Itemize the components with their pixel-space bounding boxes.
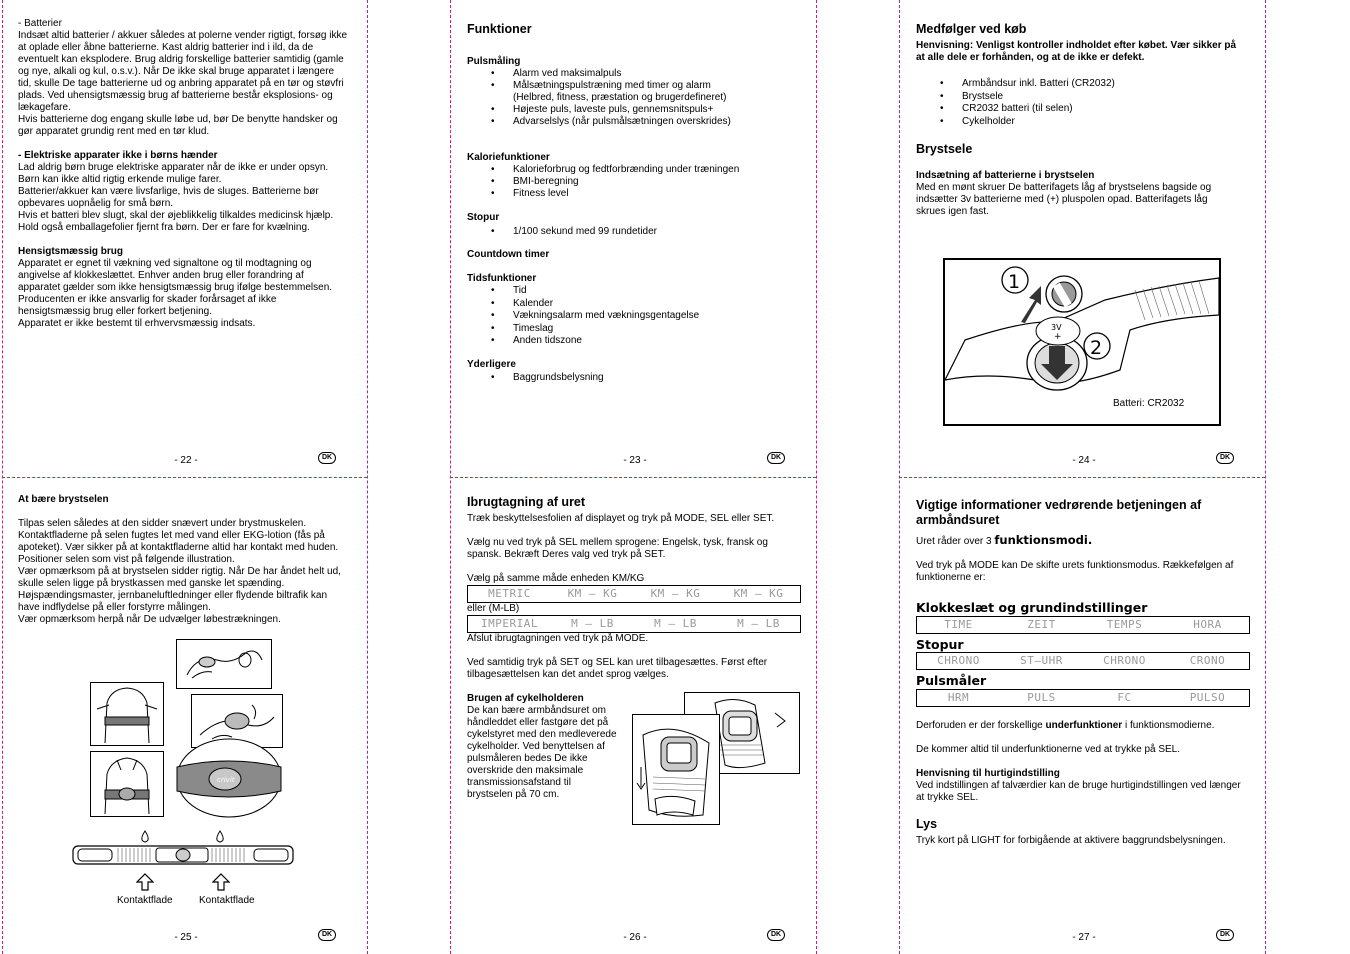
lcd-cell: PULSO (1189, 691, 1226, 704)
wear-text-4: Vær opmærksom herpå når De udvælger løbestrækningen. (18, 614, 281, 625)
bike-text: De kan bære armbåndsuret om håndleddet eller fastgøre det på cykelstyret med den medleverede cykelholder. Ved benyttelsen af pulsmåleren bedes De ikke overskride den maksimale transmissionsafstand til brystselen på 70 cm. (467, 705, 617, 800)
children-title: - Elektriske apparater ikke i børns hænder (18, 150, 218, 161)
intended-use-text: Apparatet er egnet til vækning ved signaltone og til modtagning og angivelse af klokkeslættet. Enhver anden brug eller forandring af apparatet gælder som ikke hensigtsmæssig brug ifølge bestemmelsen. (18, 258, 333, 293)
page-25 (18, 477, 354, 952)
lcd-cell: CRONO (1189, 654, 1226, 667)
lcd-cell: HRM (947, 691, 970, 704)
children-text-2: Batterier/akkuer kan være livsfarlige, hvis de sluges. Batterierne bør opbevares uopnåelig for små børn. (18, 186, 319, 209)
calorie-title: Kaloriefunktioner (467, 152, 550, 163)
list-item: • Armbåndsur inkl. Batteri (CR2032) (916, 78, 1238, 91)
lcd-cell: ZEIT (1027, 618, 1056, 631)
wear-text: Tilpas selen således at den sidder snævert under brystmuskelen. Kontaktfladerne på selen fugtes let med vand eller EKG-lotion (fås på apoteket). Vær sikker på at kontaktfladerne altid har kontakt med huden. Positioner selen som vist på følgende illustration. (18, 518, 339, 565)
pulse-list (467, 68, 797, 128)
lcd-cell: M – LB (737, 617, 780, 630)
svg-text:crivit: crivit (217, 776, 235, 784)
battery-insert-text: Med en mønt skruer De batterifagets låg af brystselens bagside og indsætter 3v batterierne med (+) pluspolen opad. Batterifagets låg skrues igen fast. (916, 182, 1212, 217)
contact-label-right: Kontaktflade (199, 895, 255, 906)
lcd-cell: CHRONO (937, 654, 980, 667)
battery-figure (943, 258, 1221, 426)
cut-line (367, 0, 368, 954)
list-item: • CR2032 batteri (til selen) (916, 103, 1238, 116)
list-item: • Baggrundsbelysning (467, 372, 797, 384)
light-title: Lys (916, 817, 938, 831)
drop-icon (140, 830, 150, 844)
page-title: Funktioner (467, 22, 532, 36)
page-number: - 26 - (623, 932, 647, 943)
page-number: - 24 - (1072, 455, 1096, 466)
lcd-clock-row (916, 616, 1250, 634)
pulse-mode-title: Pulsmåler (916, 673, 987, 688)
page-title: At bære brystselen (18, 494, 109, 505)
bike-holder-figure (632, 714, 720, 825)
page-22 (18, 0, 354, 475)
lcd-cell: IMPERIAL (481, 617, 538, 630)
setup-text-2: Vælg nu ved tryk på SEL mellem sprogene: Engelsk, tysk, fransk og spansk. Bekræft Deres valg ved tryk på SET. (467, 537, 768, 560)
countdown-title: Countdown timer (467, 249, 550, 260)
batteries-title: - Batterier (18, 18, 62, 29)
stopwatch-mode-title: Stopur (916, 637, 964, 652)
sensor-closeup (175, 737, 283, 819)
setup-text-4: Afslut ibrugtagningen ved tryk på MODE. (467, 633, 649, 644)
lcd-cell: FC (1117, 691, 1132, 704)
list-item: • Vækningsalarm med vækningsgentagelse (467, 310, 797, 323)
list-item: • Tid (467, 285, 797, 298)
lcd-cell: KM – KG (733, 587, 784, 600)
dk-badge: DK (767, 929, 785, 941)
lcd-cell: KM – KG (567, 587, 618, 600)
dk-badge: DK (318, 929, 336, 941)
page-24 (916, 0, 1252, 475)
list-item: • Fitness level (467, 188, 797, 200)
page-number: - 22 - (174, 455, 198, 466)
subfunctions-text: Derforuden er der forskellige underfunktioner i funktionsmodierne. (916, 720, 1215, 731)
list-item: • 1/100 sekund med 99 rundetider (467, 226, 797, 238)
svg-text:+: + (1054, 332, 1062, 342)
calorie-list (467, 164, 797, 200)
body-back-figure (90, 682, 164, 746)
list-item: • Cykelholder (916, 116, 1238, 129)
setup-text-5: Ved samtidig tryk på SET og SEL kan uret tilbagesættes. Først efter tilbagesættelsen kan det andet sprog vælges. (467, 657, 768, 680)
list-item: • Brystsele (916, 91, 1238, 104)
dk-badge: DK (767, 452, 785, 464)
subfunctions-text-2: De kommer altid til underfunktionerne ved at trykke på SEL. (916, 744, 1181, 755)
contents-list (916, 78, 1238, 128)
dk-badge: DK (318, 452, 336, 464)
stopwatch-list (467, 226, 797, 238)
dk-badge: DK (1216, 452, 1234, 464)
fig-3v: 3V (1051, 323, 1062, 332)
lcd-cell: TIME (944, 618, 973, 631)
more-list (467, 372, 797, 384)
lcd-cell: METRIC (488, 587, 531, 600)
children-text: Lad aldrig børn bruge elektriske apparater når de ikke er under opsyn. Børn kan ikke altid rigtig erkende mulige farer. (18, 162, 329, 185)
intended-use-text-2: Producenten er ikke ansvarlig for skader forårsaget af ikke hensigtsmæssig brug eller forkert betjening. (18, 294, 277, 317)
page-number: - 23 - (623, 455, 647, 466)
lcd-cell: TEMPS (1106, 618, 1143, 631)
page-27 (916, 477, 1252, 952)
pulse-title: Pulsmåling (467, 56, 521, 67)
batteries-text: Indsæt altid batterier / akkuer således at polerne vender rigtigt, forsøg ikke at oplade eller åbne batterierne. Kast aldrig batterier ind i ild, da de eventuelt kan eksplodere. Brug aldrig forskellige batterier samtidig (gamle og nye, alkali og kul, o.s.v.). Når De ikke skal bruge apparatet i længere tid, skulle De tage batterierne ud og anbring apparatet på en tør og støvfri plads. Ved uhensigtsmæssig brug af batterierne består eksplosions- og lækagefare. (18, 30, 348, 113)
contact-label-left: Kontaktflade (117, 895, 173, 906)
lcd-stopwatch-row (916, 652, 1250, 670)
body-front-figure (90, 751, 164, 817)
page-title: Medfølger ved køb (916, 22, 1027, 36)
light-text: Tryk kort på LIGHT for forbigående at aktivere baggrundsbelysningen. (916, 835, 1226, 846)
stopwatch-title: Stopur (467, 212, 500, 223)
list-item: • Anden tidszone (467, 335, 797, 348)
more-title: Yderligere (467, 358, 516, 370)
lcd-cell: ST–UHR (1020, 654, 1063, 667)
list-item: • Højeste puls, laveste puls, gennemsnitspuls+ (467, 104, 797, 116)
belt-title: Brystsele (916, 142, 973, 156)
lcd-metric-row (467, 585, 801, 603)
page-23 (467, 0, 803, 475)
arrow-up-icon (212, 873, 230, 891)
list-item: • Alarm ved maksimalpuls (467, 68, 797, 80)
list-item-continuation: (Helbred, fitness, præstation og brugerdefineret) (513, 92, 727, 103)
clock-mode-title: Klokkeslæt og grundindstillinger (916, 600, 1148, 615)
time-functions-title: Tidsfunktioner (467, 273, 537, 284)
modes-text: Ved tryk på MODE kan De skifte urets funktionsmodus. Rækkefølgen af funktionerne er: (916, 560, 1234, 583)
lcd-cell: PULS (1027, 691, 1056, 704)
hands-strap-figure (176, 639, 272, 689)
page-26 (467, 477, 803, 952)
intended-use-text-3: Apparatet er ikke bestemt til erhvervsmæssig indsats. (18, 318, 256, 329)
setup-text-3: Vælg på samme måde enheden KM/KG (467, 573, 645, 584)
or-text: eller (M-LB) (467, 603, 520, 614)
lcd-cell: HORA (1193, 618, 1222, 631)
wear-text-2: Vær opmærksom på at brystselen sidder rigtig. Når De har åndet helt ud, skulle selen ligge på brystkassen med ganske let spænding. (18, 566, 341, 589)
cut-line (1265, 0, 1266, 954)
chest-belt-drawing (72, 843, 294, 867)
drop-icon (215, 830, 225, 844)
fig-step-2: 2 (1090, 337, 1103, 359)
page-number: - 25 - (174, 932, 198, 943)
battery-insert-title: Indsætning af batterierne i brystselen (916, 170, 1095, 181)
page-title: Vigtige informationer vedrørende betjeningen af armbåndsuret (916, 498, 1202, 527)
list-item: • Kalender (467, 298, 797, 311)
lcd-cell: KM – KG (650, 587, 701, 600)
fig-step-1: 1 (1008, 271, 1021, 293)
list-item: • BMI-beregning (467, 176, 797, 188)
batteries-text-2: Hvis batterierne dog engang skulle løbe ud, bør De benytte handsker og gør apparatet grundig rent med en tør klud. (18, 114, 338, 137)
page-number: - 27 - (1072, 932, 1096, 943)
lcd-cell: CHRONO (1103, 654, 1146, 667)
lcd-cell: M – LB (654, 617, 697, 630)
list-item: • Advarselslys (når pulsmålsætningen overskrides) (467, 116, 797, 128)
fig-caption: Batteri: CR2032 (1113, 398, 1185, 409)
intended-use-title: Hensigtsmæssig brug (18, 246, 124, 257)
list-item: • Målsætningspulstræning med timer og alarm (467, 80, 797, 92)
lcd-cell: M – LB (571, 617, 614, 630)
bike-title: Brugen af cykelholderen (467, 693, 584, 704)
children-text-3: Hvis et batteri blev slugt, skal der øjeblikkelig tilkaldes medicinsk hjælp. Hold også emballagefolier fjernt fra børn. Der er fare for kvælning. (18, 210, 334, 233)
list-item: • Timeslag (467, 323, 797, 336)
setup-text-1: Træk beskyttelsesfolien af displayet og tryk på MODE, SEL eller SET. (467, 513, 775, 524)
dk-badge: DK (1216, 929, 1234, 941)
quick-set-text: Ved indstillingen af talværdier kan de bruge hurtigindstillingen ved længer at trykke SEL. (916, 780, 1241, 803)
modes-intro: Uret råder over 3 funktionsmodi. (916, 533, 1093, 547)
cut-line (816, 0, 817, 954)
time-list (467, 285, 797, 348)
contents-note: Henvisning: Venligst kontroller indholdet efter købet. Vær sikker på at alle dele er forhånden, og at de ikke er defekt. (916, 40, 1237, 63)
page-title: Ibrugtagning af uret (467, 495, 586, 509)
lcd-imperial-row (467, 615, 801, 633)
lcd-pulse-row (916, 689, 1250, 707)
arrow-up-icon (136, 873, 154, 891)
wear-text-3: Højspændingsmaster, jernbaneluftledninger eller flydende biltrafik kan have indflydelse på eller forstyrre målingen. (18, 590, 328, 613)
quick-set-title: Henvisning til hurtigindstilling (916, 768, 1060, 779)
list-item: • Kalorieforbrug og fedtforbrænding under træningen (467, 164, 797, 176)
